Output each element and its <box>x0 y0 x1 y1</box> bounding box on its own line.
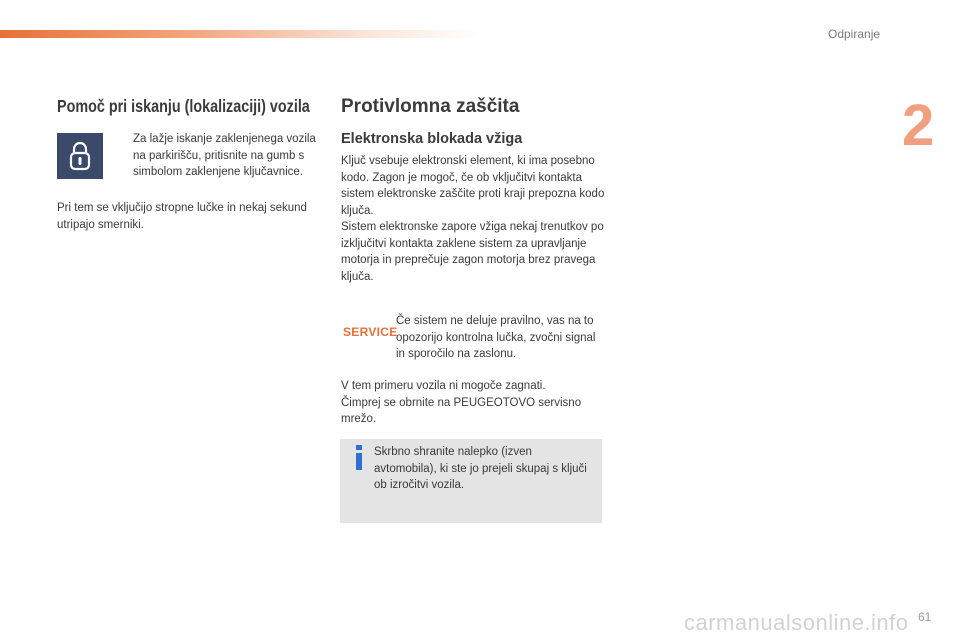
page-number: 61 <box>918 610 932 624</box>
immobiliser-paragraph-1: Ključ vsebuje elektronski element, ki ima posebno kodo. Zagon je mogoč, če ob vključitvi kontakta sistem elektronske zaščite proti kraji prepozna kodo ključa. <box>341 155 605 217</box>
locate-vehicle-heading: Pomoč pri iskanju (lokalizaciji) vozila <box>57 96 310 116</box>
immobiliser-description <box>341 153 606 285</box>
left-paragraph: Pri tem se vključijo stropne lučke in nekaj sekund utripajo smerniki. <box>57 202 307 231</box>
lock-button-illustration <box>57 133 103 179</box>
bullet-item <box>115 131 320 181</box>
start-failure-paragraph-2: Čimprej se obrnite na PEUGEOTOVO servisno mrežo. <box>341 396 582 425</box>
info-icon <box>352 445 372 471</box>
section-title: Odpiranje <box>828 27 881 41</box>
chapter-number: 2 <box>902 93 935 158</box>
watermark: carmanualsonline.info <box>684 610 909 635</box>
info-text: Skrbno shranite nalepko (izven avtomobila), ki ste jo prejeli skupaj s ključi ob izročitvi vozila. <box>374 446 587 491</box>
info-box <box>340 439 602 523</box>
immobiliser-subheading: Elektronska blokada vžiga <box>341 131 523 147</box>
anti-theft-heading: Protivlomna zaščita <box>341 96 520 117</box>
padlock-icon <box>68 141 92 171</box>
immobiliser-paragraph-2: Sistem elektronske zapore vžiga nekaj trenutkov po izključitvi kontakta zaklene sistem za upravljanje motorja in preprečuje zagon motorja brez pravega ključa. <box>341 221 604 283</box>
bullet-text: Za lažje iskanje zaklenjenega vozila na parkirišču, pritisnite na gumb s simbolom zaklenjene ključavnice. <box>133 133 316 178</box>
start-failure-text <box>341 378 606 428</box>
bullet-marker <box>115 131 133 181</box>
header-gradient-bar <box>0 30 480 38</box>
service-warning-text: Če sistem ne deluje pravilno, vas na to opozorijo kontrolna lučka, zvočni signal in sporočilo na zaslonu. <box>396 315 596 360</box>
service-badge: SERVICE <box>343 325 398 339</box>
start-failure-paragraph-1: V tem primeru vozila ni mogoče zagnati. <box>341 380 546 392</box>
